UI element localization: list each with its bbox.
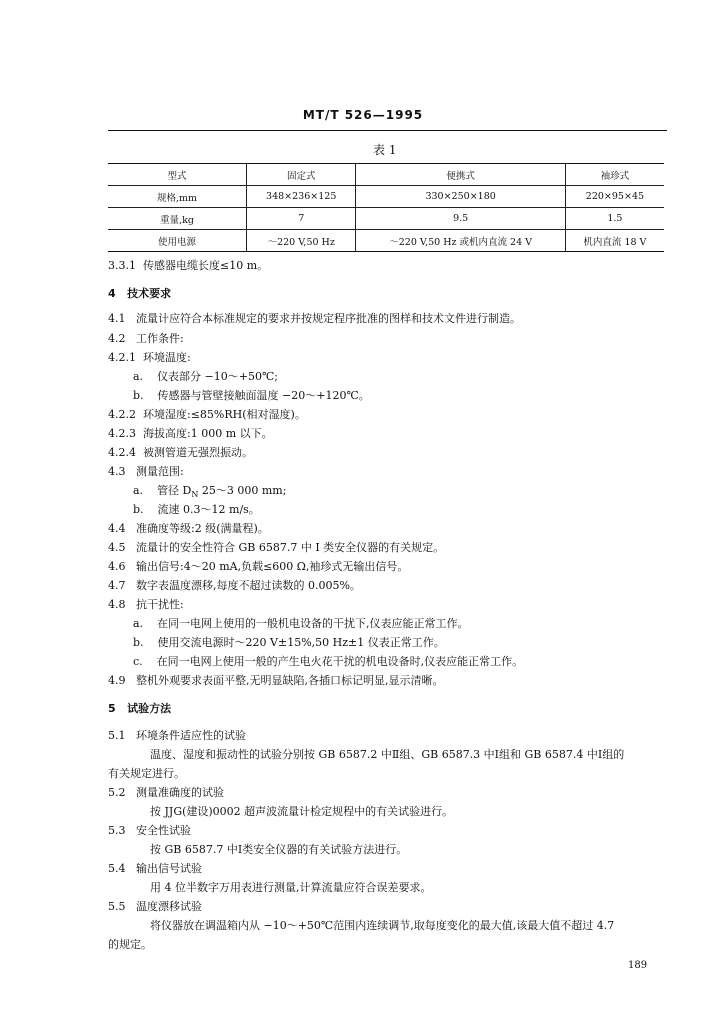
list-marker: b. — [133, 503, 144, 516]
clause-text: 测量准确度的试验 — [136, 786, 224, 799]
list-text: 仪表部分 −10～+50℃; — [157, 370, 278, 383]
table-cell: 348×236×125 — [247, 186, 356, 208]
clause-number: 4.2.3 — [108, 427, 136, 440]
clause-line — [108, 444, 253, 460]
clause-line — [108, 727, 246, 743]
table-cell: 1.5 — [565, 208, 664, 230]
clause-text: 环境湿度:≤85%RH(相对湿度)。 — [143, 408, 306, 421]
section-heading — [108, 700, 171, 716]
list-marker: c. — [133, 655, 143, 668]
clause-text: 输出信号:4～20 mA,负载≤600 Ω,袖珍式无输出信号。 — [136, 560, 409, 573]
clause-number: 4.8 — [108, 598, 126, 611]
list-marker: a. — [133, 370, 144, 383]
table-cell: 330×250×180 — [356, 186, 565, 208]
section-title: 技术要求 — [127, 287, 172, 300]
clause-number: 4.2 — [108, 332, 126, 345]
clause-number: 4.6 — [108, 560, 126, 573]
paragraph-line: 的规定。 — [108, 938, 152, 951]
list-item — [133, 634, 445, 650]
clause-line — [108, 898, 202, 914]
table-caption: 表 1 — [373, 143, 397, 157]
list-marker: b. — [133, 389, 144, 402]
clause-line — [108, 784, 224, 800]
clause-number: 4.1 — [108, 312, 126, 325]
clause-line — [108, 672, 444, 688]
list-marker: a. — [133, 617, 144, 630]
clause-text: 输出信号试验 — [136, 862, 202, 875]
clause-line — [108, 463, 184, 479]
clause-line — [108, 349, 191, 365]
table-header-cell: 便携式 — [356, 164, 565, 186]
section-number: 5 — [108, 702, 116, 715]
section-number: 4 — [108, 287, 116, 300]
header-rule — [108, 130, 667, 131]
clause-text: 测量范围: — [136, 465, 184, 478]
clause-line — [108, 520, 269, 536]
table-cell: 机内直流 18 V — [565, 230, 664, 252]
clause-number: 4.5 — [108, 541, 126, 554]
page-number: 189 — [628, 960, 648, 971]
list-item — [133, 501, 260, 517]
clause-line — [108, 822, 191, 838]
clause-number: 5.2 — [108, 786, 126, 799]
table-cell: 9.5 — [356, 208, 565, 230]
table-cell: 使用电源 — [108, 230, 247, 252]
clause-number: 5.4 — [108, 862, 126, 875]
section-title: 试验方法 — [127, 702, 172, 715]
clause-line — [108, 539, 444, 555]
clause-line — [108, 330, 184, 346]
table-cell: 7 — [247, 208, 356, 230]
paragraph-line: 按 JJG(建设)0002 超声波流量计检定规程中的有关试验进行。 — [150, 805, 454, 818]
clause-text: 被测管道无强烈振动。 — [143, 446, 253, 459]
list-item — [133, 482, 286, 499]
list-text: 流速 0.3～12 m/s。 — [157, 503, 260, 516]
clause-number: 5.3 — [108, 824, 126, 837]
table-cell: ～220 V,50 Hz 或机内直流 24 V — [356, 230, 565, 252]
clause-line — [108, 425, 273, 441]
paragraph-line: 按 GB 6587.7 中Ⅰ类安全仪器的有关试验方法进行。 — [150, 843, 408, 856]
table-header-row — [108, 164, 664, 186]
clause-number: 4.2.4 — [108, 446, 136, 459]
clause-text: 环境条件适应性的试验 — [136, 729, 246, 742]
clause-text: 准确度等级:2 级(满量程)。 — [136, 522, 269, 535]
table-header-cell: 袖珍式 — [565, 164, 664, 186]
paragraph-line: 将仪器放在调温箱内从 −10～+50℃范围内连续调节,取每度变化的最大值,该最大值不超过 4.7 — [150, 919, 615, 932]
clause-line — [108, 257, 268, 273]
clause-text: 流量计应符合本标准规定的要求并按规定程序批准的图样和技术文件进行制造。 — [136, 312, 521, 325]
spec-table — [108, 163, 664, 252]
list-text: 传感器与管壁接触面温度 −20～+120℃。 — [157, 389, 370, 402]
table-row — [108, 186, 664, 208]
clause-text: 环境温度: — [143, 351, 191, 364]
clause-number: 3.3.1 — [108, 259, 136, 272]
clause-text: 抗干扰性: — [136, 598, 184, 611]
clause-line — [108, 558, 408, 574]
clause-text: 传感器电缆长度≤10 m。 — [143, 259, 269, 272]
list-item — [133, 653, 523, 669]
clause-number: 4.4 — [108, 522, 126, 535]
clause-line — [108, 406, 306, 422]
clause-text: 整机外观要求表面平整,无明显缺陷,各插口标记明显,显示清晰。 — [136, 674, 444, 687]
document-header: MT/T 526—1995 — [302, 108, 424, 122]
clause-text: 工作条件: — [136, 332, 184, 345]
clause-text: 海拔高度:1 000 m 以下。 — [143, 427, 273, 440]
clause-number: 5.1 — [108, 729, 126, 742]
table-cell: ～220 V,50 Hz — [247, 230, 356, 252]
clause-line — [108, 596, 184, 612]
list-text: 25～3 000 mm; — [198, 484, 287, 497]
clause-text: 数字表温度漂移,每度不超过读数的 0.005%。 — [136, 579, 361, 592]
subscript: N — [191, 490, 199, 500]
clause-number: 4.9 — [108, 674, 126, 687]
list-item — [133, 368, 278, 384]
clause-line — [108, 310, 521, 326]
table-cell: 重量,kg — [108, 208, 247, 230]
list-text: 管径 D — [157, 484, 192, 497]
clause-text: 流量计的安全性符合 GB 6587.7 中 I 类安全仪器的有关规定。 — [136, 541, 445, 554]
paragraph-line: 用 4 位半数字万用表进行测量,计算流量应符合误差要求。 — [150, 881, 432, 894]
table-cell: 220×95×45 — [565, 186, 664, 208]
table-row — [108, 230, 664, 252]
clause-number: 4.3 — [108, 465, 126, 478]
table-cell: 规格,mm — [108, 186, 247, 208]
table-row — [108, 208, 664, 230]
list-text: 在同一电网上使用的一般机电设备的干扰下,仪表应能正常工作。 — [157, 617, 469, 630]
paragraph-line: 温度、湿度和振动性的试验分别按 GB 6587.2 中Ⅱ组、GB 6587.3 中Ⅰ组和 GB 6587.4 中Ⅰ组的 — [150, 748, 625, 761]
clause-number: 4.2.1 — [108, 351, 136, 364]
clause-number: 5.5 — [108, 900, 126, 913]
section-heading — [108, 285, 171, 301]
list-text: 使用交流电源时～220 V±15%,50 Hz±1 仪表正常工作。 — [157, 636, 445, 649]
table-header-cell: 固定式 — [247, 164, 356, 186]
list-text: 在同一电网上使用一般的产生电火花干扰的机电设备时,仪表应能正常工作。 — [156, 655, 524, 668]
clause-number: 4.7 — [108, 579, 126, 592]
clause-line — [108, 860, 202, 876]
clause-text: 安全性试验 — [136, 824, 191, 837]
list-marker: b. — [133, 636, 144, 649]
list-item — [133, 387, 370, 403]
clause-text: 温度漂移试验 — [136, 900, 202, 913]
paragraph-line: 有关规定进行。 — [108, 767, 185, 780]
clause-line — [108, 577, 361, 593]
table-header-cell: 型式 — [108, 164, 247, 186]
list-marker: a. — [133, 484, 144, 497]
clause-number: 4.2.2 — [108, 408, 136, 421]
list-item — [133, 615, 469, 631]
